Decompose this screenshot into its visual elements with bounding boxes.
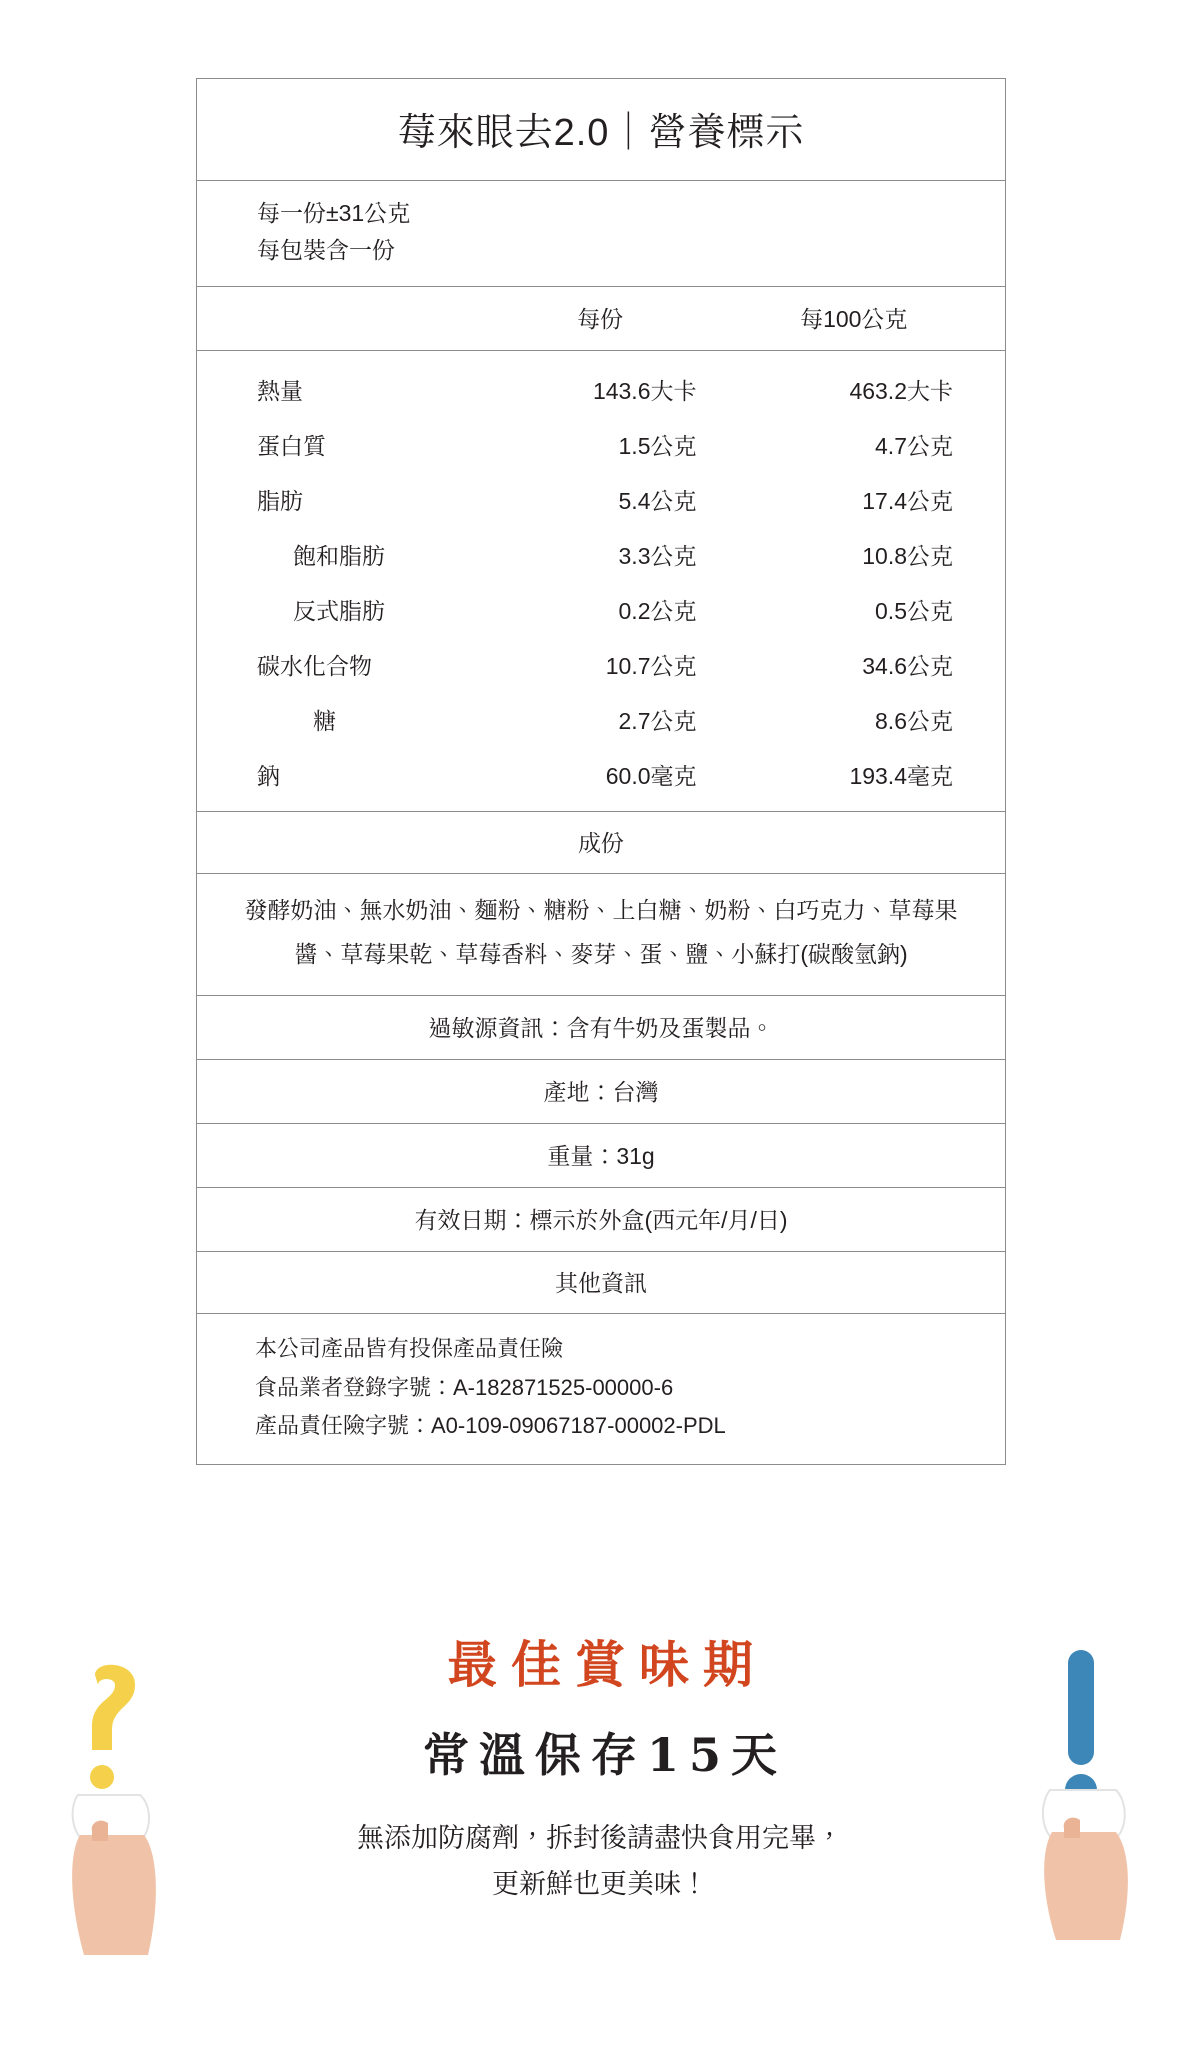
origin-info: 產地：台灣 (197, 1060, 1005, 1124)
nutrition-table-wrapper (197, 287, 1005, 812)
allergen-info: 過敏源資訊：含有牛奶及蛋製品。 (197, 996, 1005, 1060)
nutrient-per-100g: 4.7公克 (875, 432, 953, 459)
label-title: 莓來眼去2.0｜營養標示 (197, 79, 1005, 181)
promo-headline: 最佳賞味期 (447, 1635, 767, 1694)
exclamation-mark-hand-icon (1010, 1640, 1160, 1940)
promo-subheadline: 常溫保存15天 (422, 1728, 787, 1782)
column-header-name (197, 287, 504, 351)
table-row (197, 527, 1005, 582)
promo-note-line-2: 更新鮮也更美味！ (492, 1869, 708, 1900)
nutrition-label-panel (196, 78, 1006, 1465)
nutrient-per-serving: 2.7公克 (618, 707, 697, 734)
weight-info: 重量：31g (197, 1124, 1005, 1188)
nutrient-per-100g: 17.4公克 (862, 487, 953, 514)
nutrient-name: 鈉 (257, 762, 280, 789)
ingredients-heading: 成份 (197, 812, 1005, 874)
nutrient-name: 脂肪 (257, 487, 303, 514)
nutrient-per-serving: 0.2公克 (618, 597, 697, 624)
servings-per-container-line: 每包裝含一份 (257, 237, 395, 264)
nutrition-table (197, 287, 1005, 811)
serving-info (197, 181, 1005, 287)
liability-insurance-line: 產品責任險字號：A0-109-09067187-00002-PDL (255, 1413, 726, 1439)
nutrient-per-100g: 8.6公克 (875, 707, 953, 734)
nutrient-per-serving: 3.3公克 (618, 542, 697, 569)
nutrient-per-serving: 143.6大卡 (592, 377, 697, 404)
nutrient-per-100g: 10.8公克 (862, 542, 953, 569)
business-registration-line: 食品業者登錄字號：A-182871525-00000-6 (255, 1374, 674, 1400)
expiry-info: 有效日期：標示於外盒(西元年/月/日) (197, 1188, 1005, 1252)
nutrient-per-serving: 1.5公克 (618, 432, 697, 459)
nutrient-name: 蛋白質 (257, 432, 326, 459)
table-row (197, 747, 1005, 811)
nutrition-table-header (197, 287, 1005, 351)
table-row (197, 692, 1005, 747)
table-row (197, 582, 1005, 637)
nutrient-per-serving: 5.4公克 (618, 487, 697, 514)
promo-note-line-1: 無添加防腐劑，拆封後請盡快食用完畢， (357, 1823, 843, 1853)
nutrient-per-serving: 60.0毫克 (605, 762, 697, 789)
nutrient-per-100g: 193.4毫克 (849, 762, 953, 789)
nutrient-name: 糖 (313, 707, 336, 734)
insurance-line: 本公司產品皆有投保產品責任險 (255, 1336, 564, 1362)
nutrient-name: 反式脂肪 (293, 597, 385, 624)
table-row (197, 350, 1005, 417)
nutrient-name: 熱量 (257, 377, 303, 404)
nutrient-per-100g: 34.6公克 (862, 652, 953, 679)
question-mark-hand-icon (40, 1655, 190, 1955)
other-info-heading: 其他資訊 (197, 1252, 1005, 1314)
table-row (197, 637, 1005, 692)
table-row (197, 472, 1005, 527)
serving-size-line: 每一份±31公克 (257, 200, 411, 226)
table-row (197, 417, 1005, 472)
nutrition-table-body (197, 350, 1005, 811)
nutrient-per-100g: 463.2大卡 (849, 377, 953, 404)
other-info-body (197, 1314, 1005, 1464)
nutrient-name: 碳水化合物 (257, 652, 372, 679)
nutrient-per-100g: 0.5公克 (875, 597, 953, 624)
column-header-per-serving: 每份 (577, 305, 624, 332)
ingredients-text: 發酵奶油、無水奶油、麵粉、糖粉、上白糖、奶粉、白巧克力、草莓果醬、草莓果乾、草莓香料、麥芽、蛋、鹽、小蘇打(碳酸氫鈉) (197, 874, 1005, 997)
column-header-per-100g: 每100公克 (800, 305, 908, 332)
nutrient-name: 飽和脂肪 (293, 542, 385, 569)
nutrient-per-serving: 10.7公克 (605, 652, 697, 679)
